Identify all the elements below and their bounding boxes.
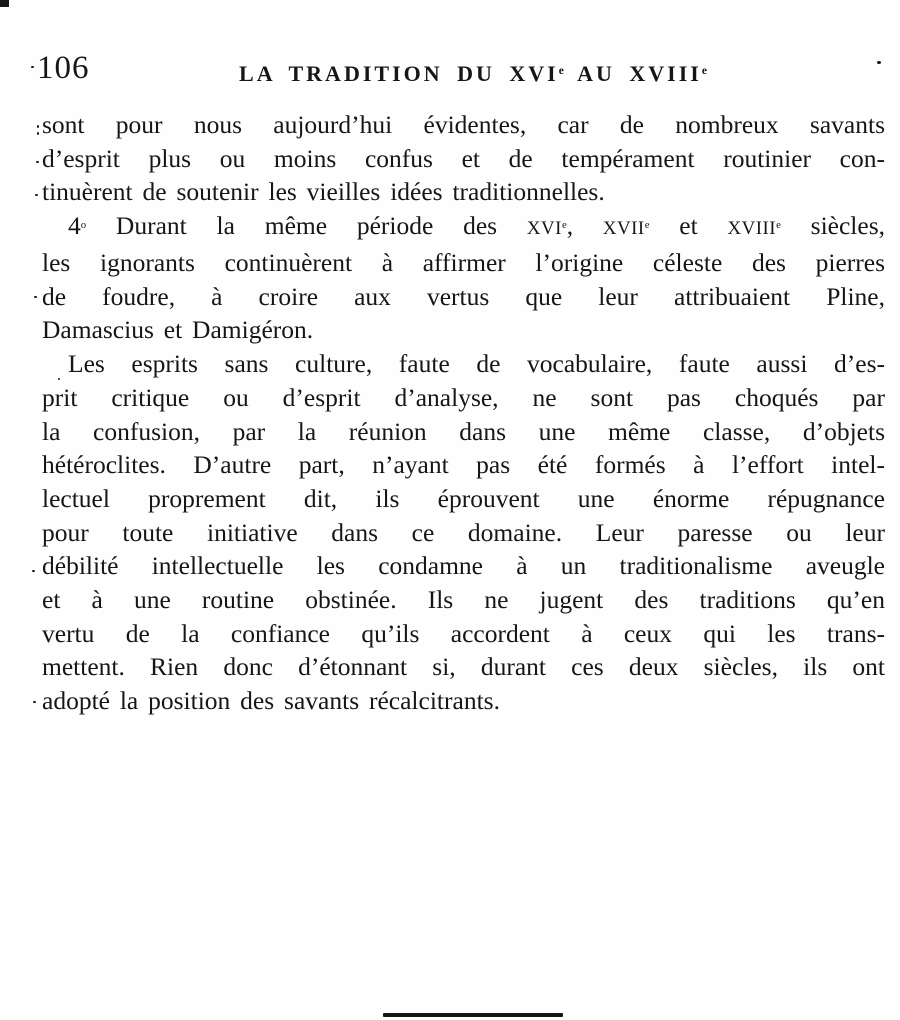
text-line (42, 516, 885, 550)
text-segment: vertu de la confiance qu’ils accordent à ceux qui les trans- (42, 618, 885, 648)
scan-speck (32, 570, 35, 572)
page-body-text (42, 108, 885, 718)
text-segment: lectuel proprement dit, ils éprouvent une énorme répugnance (42, 483, 885, 513)
text-segment: e (558, 65, 564, 77)
text-segment: siècles, (780, 211, 885, 241)
text-segment: e (644, 219, 650, 232)
text-segment: hétéroclites. D’autre part, n’ayant pas été formés à l’effort intel- (42, 450, 885, 480)
text-segment: débilité intellectuelle les condamne à un traditionalisme aveugle (42, 551, 885, 581)
text-line (42, 684, 885, 718)
text-line (42, 108, 885, 142)
paragraph (42, 347, 885, 718)
text-segment: et à une routine obstinée. Ils ne jugent des traditions qu’en (42, 585, 885, 615)
text-segment: Damascius et Damigéron. (42, 315, 314, 345)
text-line (42, 246, 885, 280)
footer-rule (383, 1013, 563, 1017)
text-line (42, 448, 885, 482)
text-segment: et (649, 211, 728, 241)
scan-speck (35, 194, 38, 196)
scan-speck (877, 61, 881, 64)
paragraph (42, 108, 885, 209)
scan-speck (36, 161, 39, 163)
text-segment: o (80, 219, 87, 232)
text-segment: d’esprit plus ou moins confus et de tempérament routinier con- (42, 143, 885, 173)
text-segment: les ignorants continuèrent à affirmer l’origine céleste des pierres (42, 248, 885, 278)
text-line (42, 280, 885, 314)
text-line (42, 549, 885, 583)
scan-speck (37, 125, 39, 128)
text-segment: e (561, 219, 567, 232)
text-segment: pour toute initiative dans ce domaine. Leur paresse ou leur (42, 517, 885, 547)
text-line (42, 583, 885, 617)
scan-speck (33, 701, 36, 703)
page-number: 106 (37, 50, 90, 86)
text-line (42, 209, 885, 246)
scan-speck (37, 132, 39, 135)
text-segment: e (776, 219, 781, 232)
text-segment: XVII (602, 218, 645, 240)
text-line (42, 175, 885, 209)
text-segment: Les esprits sans culture, faute de vocabulaire, faute aussi d’es- (68, 349, 885, 379)
text-line (42, 482, 885, 516)
text-segment: 4 (68, 211, 81, 241)
text-segment: tinuèrent de soutenir les vieilles idées traditionnelles. (42, 177, 605, 207)
text-line (42, 313, 885, 347)
text-line (42, 381, 885, 415)
text-segment: prit critique ou d’esprit d’analyse, ne sont pas choqués par (42, 382, 885, 412)
text-segment: LA TRADITION DU XVI (239, 61, 559, 87)
text-segment: XVIII (727, 218, 777, 240)
text-line (42, 347, 885, 381)
text-line (42, 142, 885, 176)
text-segment: adopté la position des savants récalcitrants. (42, 686, 500, 716)
text-segment: Durant la même période des (86, 211, 527, 241)
scan-artifact-corner-mark (0, 0, 9, 7)
text-line (42, 617, 885, 651)
text-segment: AU XVIII (563, 61, 702, 87)
paragraph (42, 209, 885, 347)
text-segment: sont pour nous aujourd’hui évidentes, car de nombreux savants (42, 110, 885, 139)
text-segment: XVI (526, 218, 562, 240)
text-segment: , (566, 211, 603, 241)
text-segment: mettent. Rien donc d’étonnant si, durant ces deux siècles, ils ont (42, 652, 885, 682)
text-line (42, 415, 885, 449)
scan-speck (31, 66, 34, 68)
text-segment: e (701, 65, 707, 77)
running-header (46, 60, 900, 85)
text-line (42, 650, 885, 684)
text-segment: la confusion, par la réunion dans une même classe, d’objets (42, 416, 885, 446)
scan-speck (34, 296, 37, 298)
text-segment: de foudre, à croire aux vertus que leur attribuaient Pline, (42, 281, 885, 311)
